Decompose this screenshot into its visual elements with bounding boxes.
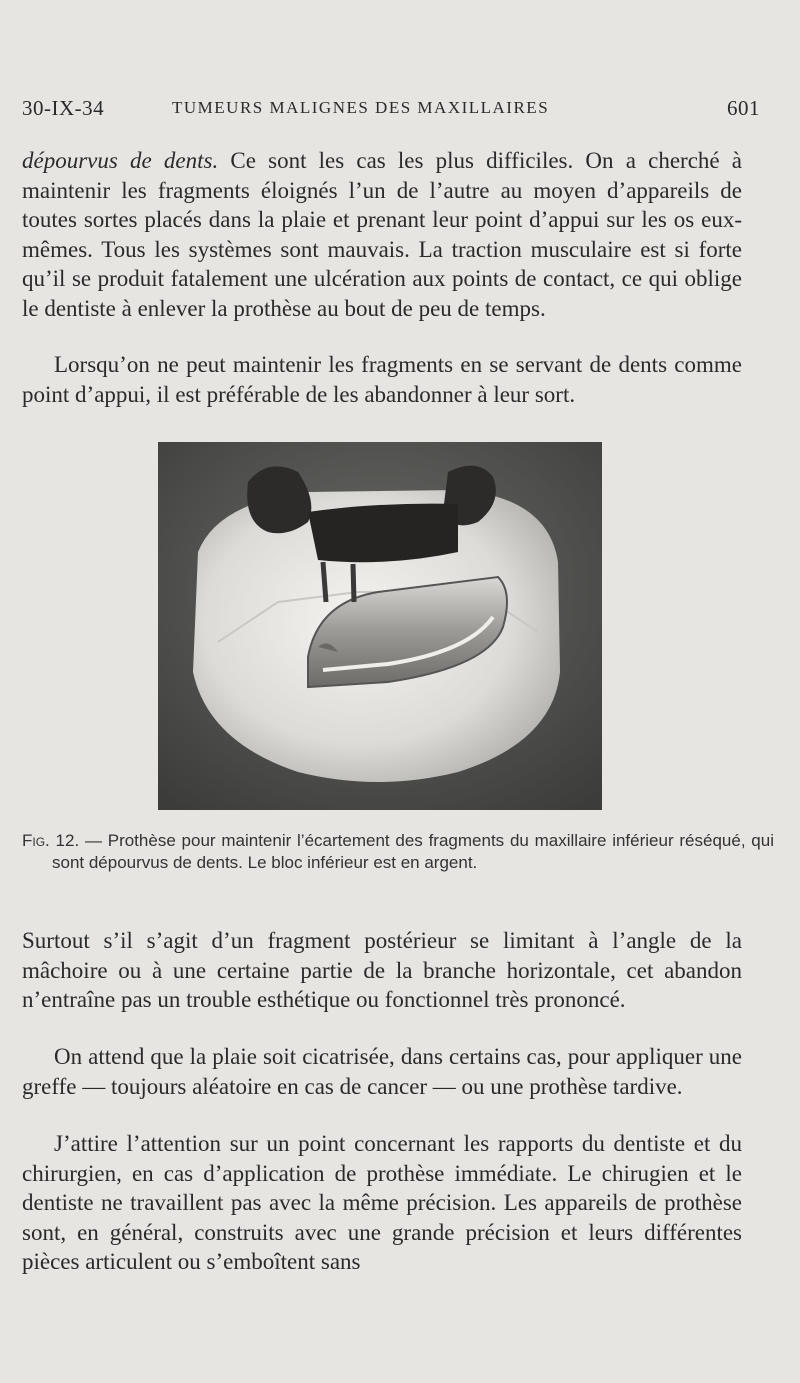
paragraph-text: Ce sont les cas les plus difficiles. On a cherché à maintenir les fragments éloignés l’un de l’autre au moyen d’appareils de toutes sortes placés dans la plaie et prenant leur point d’appui sur les os eux-mêmes. Tous les systèmes sont mauvais. La traction musculaire est si forte qu’il se produit fatalement une ulcération aux points de contact, ce qui oblige le dentiste à enlever la prothèse au bout de peu de temps. bbox=[22, 148, 742, 321]
date-folio: 30-IX-34 bbox=[22, 96, 105, 120]
paragraph: J’attire l’attention sur un point concernant les rapports du dentiste et du chirurgien, en cas d’application de prothèse immédiate. Le chirugien et le dentiste ne travaillent pas avec la même précision. Les appareils de prothèse sont, en général, construits avec une grande précision et leurs différentes pièces articulent ou s’emboîtent sans bbox=[22, 1131, 742, 1274]
paragraph: Lorsqu’on ne peut maintenir les fragments en se servant de dents comme point d’appui, il est préférable de les abandonner à leur sort. bbox=[22, 352, 742, 407]
paragraph: On attend que la plaie soit cicatrisée, dans certains cas, pour appliquer une greffe — toujours aléatoire en cas de cancer — ou une prothèse tardive. bbox=[22, 1044, 742, 1099]
paragraph bbox=[22, 146, 742, 323]
page-header bbox=[22, 96, 760, 126]
prosthesis-photo bbox=[158, 442, 602, 810]
page-number: 601 bbox=[727, 96, 760, 120]
figure-caption bbox=[22, 830, 774, 874]
figure-label: Fig. 12. bbox=[22, 831, 80, 850]
caption-text: — Prothèse pour maintenir l’écartement des fragments du maxillaire inférieur réséqué, qui sont dépourvus de dents. Le bloc inférieur est en argent. bbox=[52, 831, 774, 872]
running-title: TUMEURS MALIGNES DES MAXILLAIRES bbox=[172, 98, 550, 117]
italic-lead: dépourvus de dents. bbox=[22, 148, 219, 173]
figure-photo bbox=[158, 442, 602, 810]
paragraph: Surtout s’il s’agit d’un fragment postérieur se limitant à l’angle de la mâchoire ou à une certaine partie de la branche horizontale, cet abandon n’entraîne pas un trouble esthétique ou fonctionnel très prononcé. bbox=[22, 928, 742, 1012]
